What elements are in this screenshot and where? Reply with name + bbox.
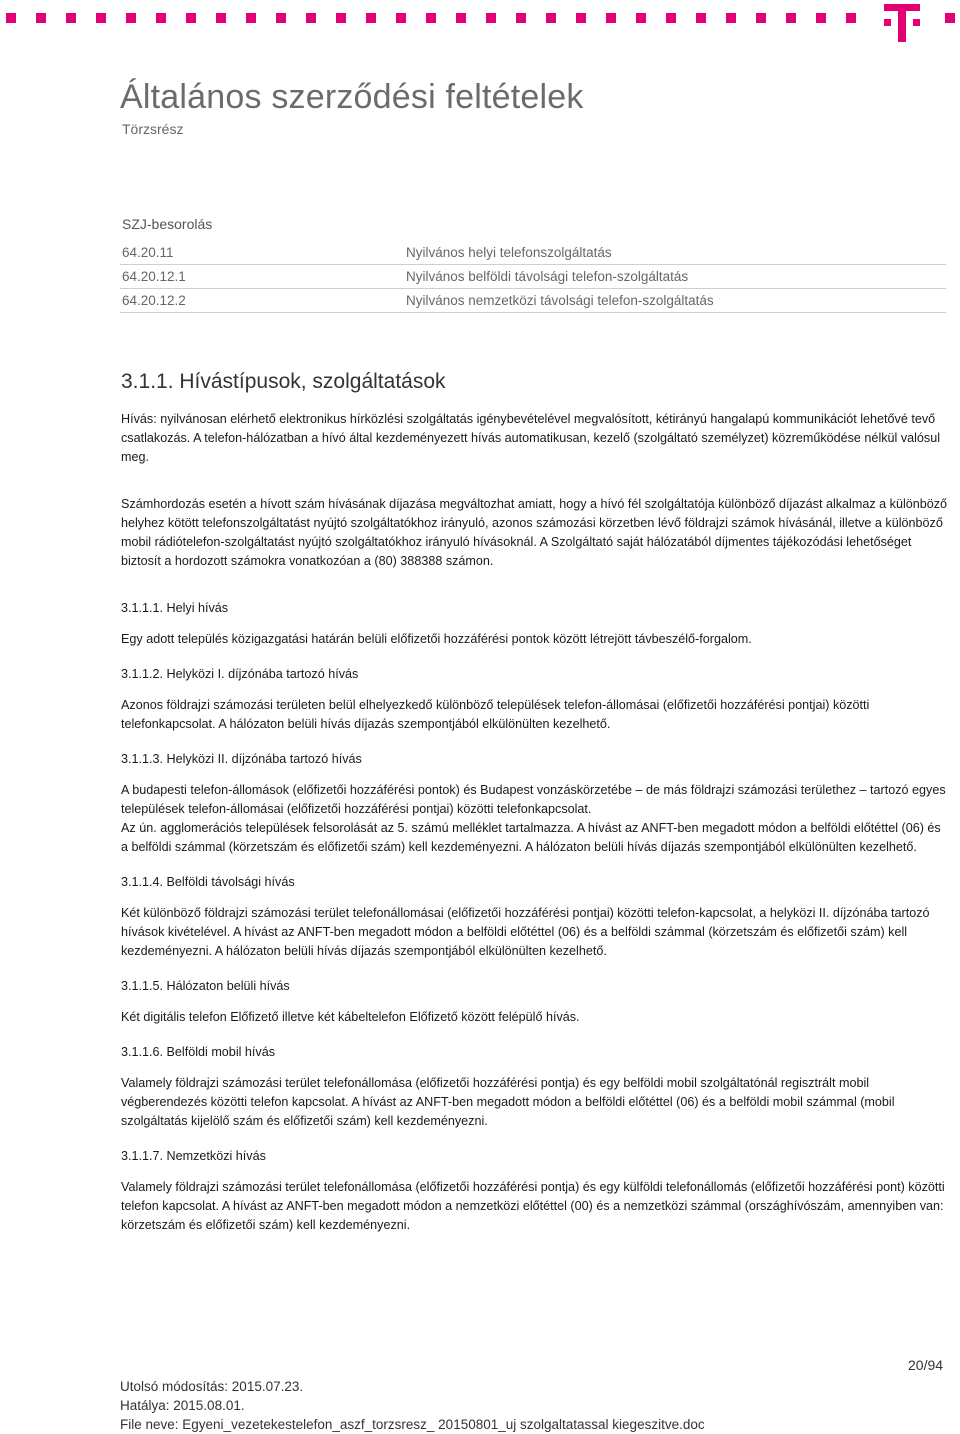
document-title: Általános szerződési feltételek <box>120 78 584 116</box>
brand-dot <box>945 13 955 23</box>
subsection-text: Valamely földrajzi számozási terület telefonállomása (előfizetői hozzáférési pontja) és egy belföldi mobil szolgáltatónál regisztrált mobil végberendezés közötti telefon kapcsolat. A hívást az ANFT-ben megadott módon a belföldi előtéttel (06) és a belföldi mobil számmal (mobil szolgáltatás kijelölő szám és előfizetői szám) kell kezdeményezni. <box>121 1076 895 1128</box>
subsection-text: A budapesti telefon-állomások (előfizetői hozzáférési pontok) és Budapest vonzáskörzetébe – de más földrajzi számozási területhez – tartozó egyes települések telefon-állomásai (előfizetői hozzáférési pontjai) közötti telefonkapcsolat. <box>121 783 946 816</box>
szj-description: Nyilvános helyi telefonszolgáltatás <box>404 241 946 265</box>
file-name: File neve: Egyeni_vezetekestelefon_aszf_torzsresz_ 20150801_uj szolgaltatassal kiegeszitve.doc <box>120 1417 705 1432</box>
subsection-title: 3.1.1.6. Belföldi mobil hívás <box>121 1045 276 1059</box>
szj-code: 64.20.12.2 <box>120 289 404 313</box>
document-subtitle: Törzsrész <box>122 121 184 137</box>
szj-table <box>120 241 946 313</box>
brand-dot <box>156 13 166 23</box>
brand-dot <box>426 13 436 23</box>
number-portability-paragraph: Számhordozás esetén a hívott szám hívásának díjazása megváltozhat amiatt, hogy a hívó fél szolgáltatója különböző díjazást alkalmaz a különböző helyhez kötött telefonszolgáltatást nyújtó szolgáltatókhoz irányuló, azonos számozási körzetben lévő földrajzi számok hívásánál, illetve a különböző mobil rádiótelefon-szolgáltatást nyújtó szolgáltatókhoz irányuló hívásoknál. A Szolgáltató saját hálózatából díjmentes tájékozódási lehetőséget biztosít a hordozott számokra vonatkozóan a (80) 388388 számon. <box>121 497 948 568</box>
brand-dot <box>276 13 286 23</box>
subsection-text: Egy adott település közigazgatási határán belüli előfizetői hozzáférési pontok között létrejött távbeszélő-forgalom. <box>121 632 752 646</box>
logo-square <box>913 19 920 26</box>
szj-code: 64.20.12.1 <box>120 265 404 289</box>
subsection-title: 3.1.1.4. Belföldi távolsági hívás <box>121 875 295 889</box>
table-row <box>120 265 946 289</box>
brand-dot <box>516 13 526 23</box>
page-number: 20/94 <box>908 1357 944 1373</box>
subsection-title: 3.1.1.3. Helyközi II. díjzónába tartozó hívás <box>121 752 362 766</box>
table-row <box>120 241 946 265</box>
subsection-title: 3.1.1.2. Helyközi I. díjzónába tartozó hívás <box>121 667 359 681</box>
brand-dot <box>696 13 706 23</box>
subsection-text: Az ún. agglomerációs települések felsorolását az 5. számú melléklet tartalmazza. A hívást az ANFT-ben megadott módon a belföldi előtéttel (06) és a belföldi számmal (körzetszám és előfizetői szám) kell kezdeményezni. A hálózaton belüli hívás díjazás szempontjából elkülönülten kezelhető. <box>121 821 941 854</box>
brand-dot <box>786 13 796 23</box>
brand-dot <box>396 13 406 23</box>
brand-dot <box>96 13 106 23</box>
subsection-text: Két különböző földrajzi számozási terület telefonállomásai (előfizetői hozzáférési pontjai) közötti telefon-kapcsolat, a helyközi II. díjzónába tartozó hívások kivételével. A hívást az ANFT-ben megadott módon a belföldi előtéttel (06) és a belföldi számmal (körzetszám és előfizetői szám) kell kezdeményezni. A hálózaton belüli hívás díjazás szempontjából elkülönülten kezelhető. <box>121 906 930 958</box>
section-body <box>121 410 951 1235</box>
subsection-text: Azonos földrajzi számozási területen belül elhelyezkedő különböző települések telefon-állomásai (előfizetői hozzáférési pontjai) közötti telefonkapcsolat. A hálózaton belüli hívás díjazás szempontjából elkülönülten kezelhető. <box>121 698 870 731</box>
brand-dot <box>6 13 16 23</box>
szj-label: SZJ-besorolás <box>122 216 213 232</box>
brand-dot <box>186 13 196 23</box>
brand-dot <box>636 13 646 23</box>
brand-dot <box>726 13 736 23</box>
brand-dot <box>306 13 316 23</box>
brand-dot <box>816 13 826 23</box>
brand-dot <box>246 13 256 23</box>
brand-dot <box>756 13 766 23</box>
szj-code: 64.20.11 <box>120 241 404 265</box>
subsection-title: 3.1.1.7. Nemzetközi hívás <box>121 1149 266 1163</box>
logo-square <box>884 19 891 26</box>
header-dot-row <box>0 13 872 23</box>
subsection-title: 3.1.1.5. Hálózaton belüli hívás <box>121 979 290 993</box>
subsection-text: Valamely földrajzi számozási terület telefonállomása (előfizetői hozzáférési pontja) és egy külföldi telefonállomás (előfizetői hozzáférési pont) közötti telefon kapcsolat. A hívást az ANFT-ben megadott módon a nemzetközi előtéttel (00) és a nemzetközi számmal (országhívószám, amennyiben van: körzetszám és előfizetői szám) kell kezdeményezni. <box>121 1180 945 1232</box>
szj-description: Nyilvános nemzetközi távolsági telefon-szolgáltatás <box>404 289 946 313</box>
szj-description: Nyilvános belföldi távolsági telefon-szolgáltatás <box>404 265 946 289</box>
last-modified: Utolsó módosítás: 2015.07.23. <box>120 1379 304 1394</box>
brand-dot <box>366 13 376 23</box>
brand-dot <box>336 13 346 23</box>
brand-dot <box>666 13 676 23</box>
brand-dot <box>216 13 226 23</box>
brand-dot <box>486 13 496 23</box>
effective-date: Hatálya: 2015.08.01. <box>120 1398 245 1413</box>
section-heading: 3.1.1. Hívástípusok, szolgáltatások <box>121 370 446 393</box>
brand-dot <box>36 13 46 23</box>
intro-paragraph: Hívás: nyilvánosan elérhető elektronikus hírközlési szolgáltatás igénybevételével megvalósított, kétirányú hangalapú kommunikációt lehetővé tevő csatlakozás. A telefon-hálózatban a hívó által kezdeményezett hívás automatikusan, kezelő (szolgáltató személyzet) közreműködése nélkül valósul meg. <box>121 412 941 464</box>
brand-dot <box>456 13 466 23</box>
brand-dot <box>126 13 136 23</box>
subsection-title: 3.1.1.1. Helyi hívás <box>121 601 229 615</box>
table-row <box>120 289 946 313</box>
brand-dot <box>546 13 556 23</box>
footer <box>120 1377 705 1434</box>
telekom-t-logo <box>884 4 920 42</box>
subsection-text: Két digitális telefon Előfizető illetve két kábeltelefon Előfizető között felépülő hívás. <box>121 1010 580 1024</box>
brand-dot <box>606 13 616 23</box>
brand-dot <box>846 13 856 23</box>
brand-dot <box>576 13 586 23</box>
brand-dot <box>66 13 76 23</box>
